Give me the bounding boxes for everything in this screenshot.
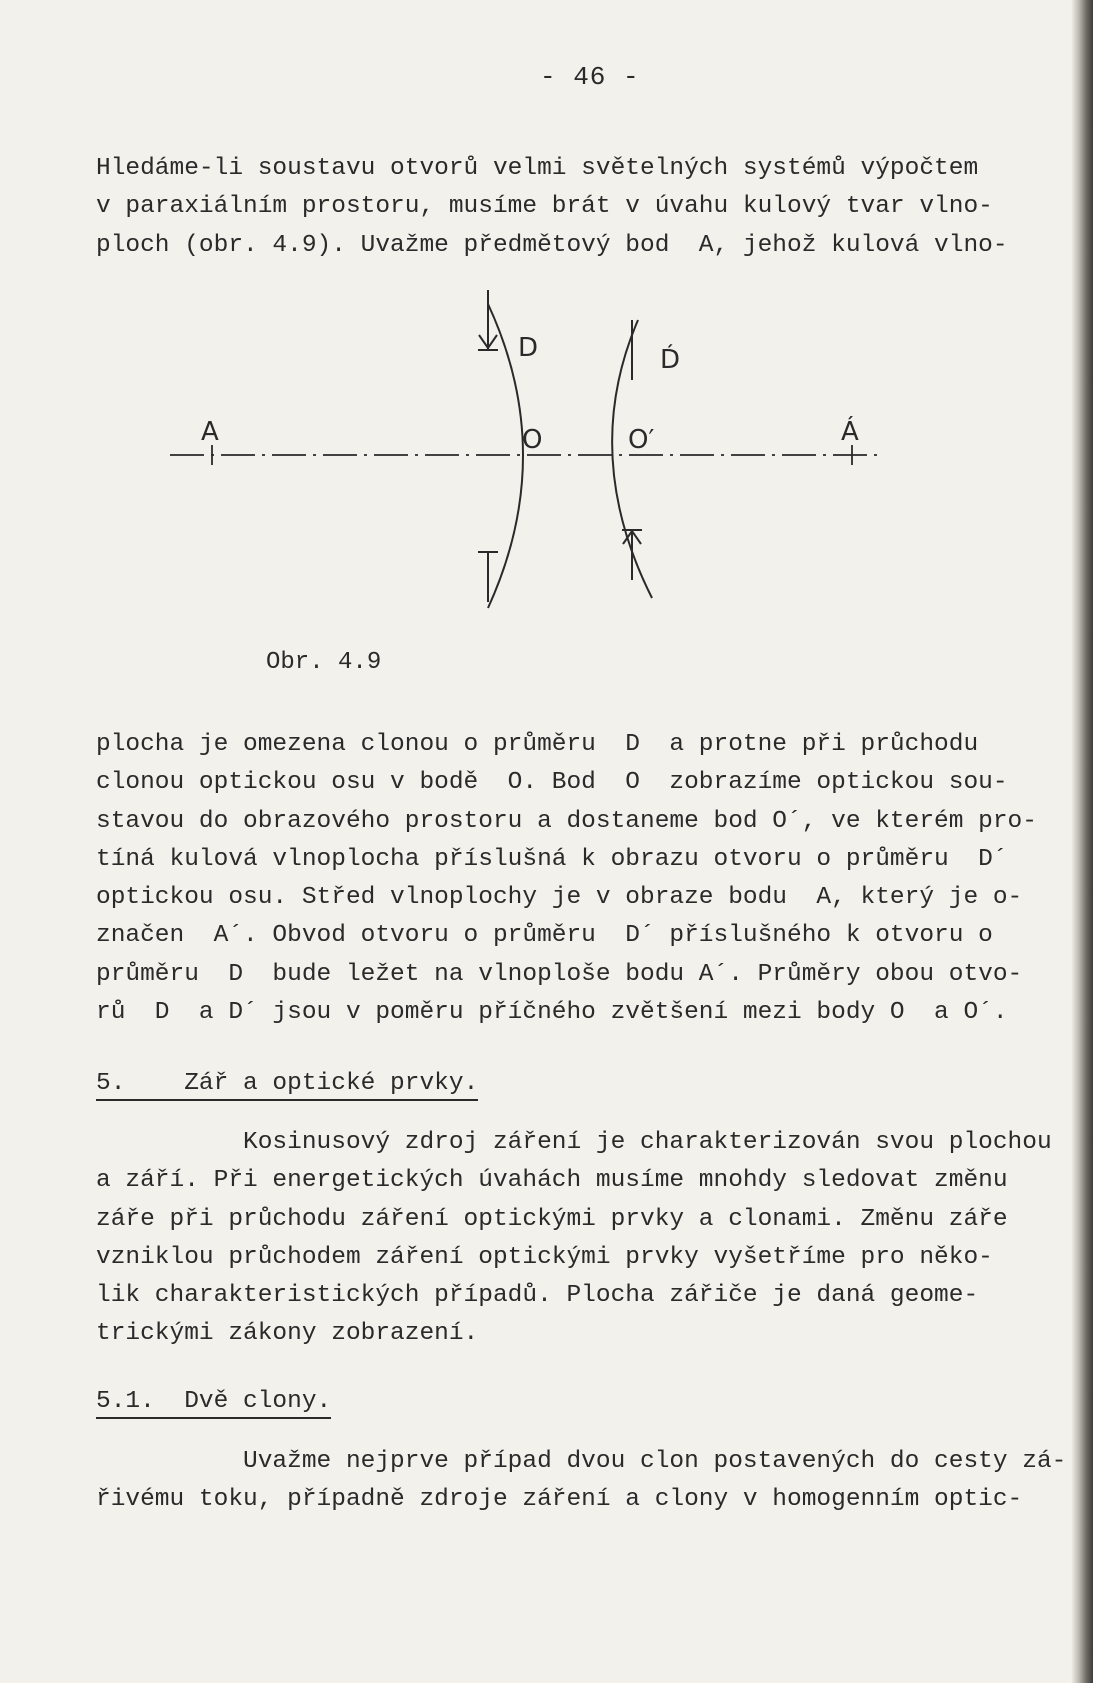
text-line: ploch (obr. 4.9). Uvažme předmětový bod A, jehož kulová vlno- <box>96 231 1008 259</box>
paragraph-wavefront <box>96 726 1037 1032</box>
page-edge-shadow <box>1071 0 1093 1683</box>
text-line: rů D a D´ jsou v poměru příčného zvětšení mezi body O a O´. <box>96 999 1008 1027</box>
text-line: v paraxiálním prostoru, musíme brát v úvahu kulový tvar vlno- <box>96 193 993 221</box>
section-heading-5-1 <box>96 1388 331 1415</box>
label-o: O <box>522 425 543 455</box>
text-line: trickými zákony zobrazení. <box>96 1320 479 1348</box>
figure-caption: Obr. 4.9 <box>266 649 382 676</box>
section-title: Dvě clony. <box>184 1388 331 1419</box>
text-line: a září. Při energetických úvahách musíme mnohdy sledovat změnu <box>96 1167 1008 1195</box>
text-line: stavou do obrazového prostoru a dostaneme bod O´, ve kterém pro- <box>96 807 1037 835</box>
paragraph-radiance <box>96 1124 1052 1354</box>
text-line: Hledáme-li soustavu otvorů velmi světelných systémů výpočtem <box>96 155 979 182</box>
page-number: - 46 - <box>540 62 640 92</box>
text-line: clonou optickou osu v bodě O. Bod O zobrazíme optickou sou- <box>96 769 1008 797</box>
section-heading-5 <box>96 1070 478 1097</box>
text-line: optickou osu. Střed vlnoplochy je v obraze bodu A, který je o- <box>96 884 1023 912</box>
text-line: vzniklou průchodem záření optickými prvky vyšetříme pro něko- <box>96 1243 993 1271</box>
figure-4-9-diagram <box>170 290 890 630</box>
text-line: záře při průchodu záření optickými prvky a clonami. Změnu záře <box>96 1205 1008 1233</box>
label-d-prime: D́ <box>660 345 681 375</box>
label-d: D <box>518 333 539 363</box>
text-line: plocha je omezena clonou o průměru D a protne při průchodu <box>96 731 979 758</box>
section-title: Zář a optické prvky. <box>184 1070 478 1101</box>
text-line: Kosinusový zdroj záření je charakterizován svou plochou <box>96 1129 1052 1156</box>
text-line: tíná kulová vlnoplocha příslušná k obrazu otvoru o průměru D´ <box>96 845 1008 873</box>
section-number: 5.1. <box>96 1388 155 1419</box>
label-a: A <box>201 417 219 447</box>
paragraph-intro <box>96 150 1008 265</box>
text-line: průměru D bude ležet na vlnoploše bodu A´. Průměry obou otvo- <box>96 960 1023 988</box>
paragraph-two-apertures <box>96 1443 1066 1520</box>
text-line: Uvažme nejprve případ dvou clon postavených do cesty zá- <box>96 1448 1067 1475</box>
text-line: značen A´. Obvod otvoru o průměru D´ příslušného k otvoru o <box>96 922 993 950</box>
label-o-prime: O′ <box>628 425 655 455</box>
section-number: 5. <box>96 1070 125 1101</box>
text-line: lik charakteristických případů. Plocha zářiče je daná geome- <box>96 1282 979 1310</box>
text-line: řivému toku, případně zdroje záření a clony v homogenním optic- <box>96 1486 1023 1514</box>
label-a-prime: Á <box>841 417 859 447</box>
